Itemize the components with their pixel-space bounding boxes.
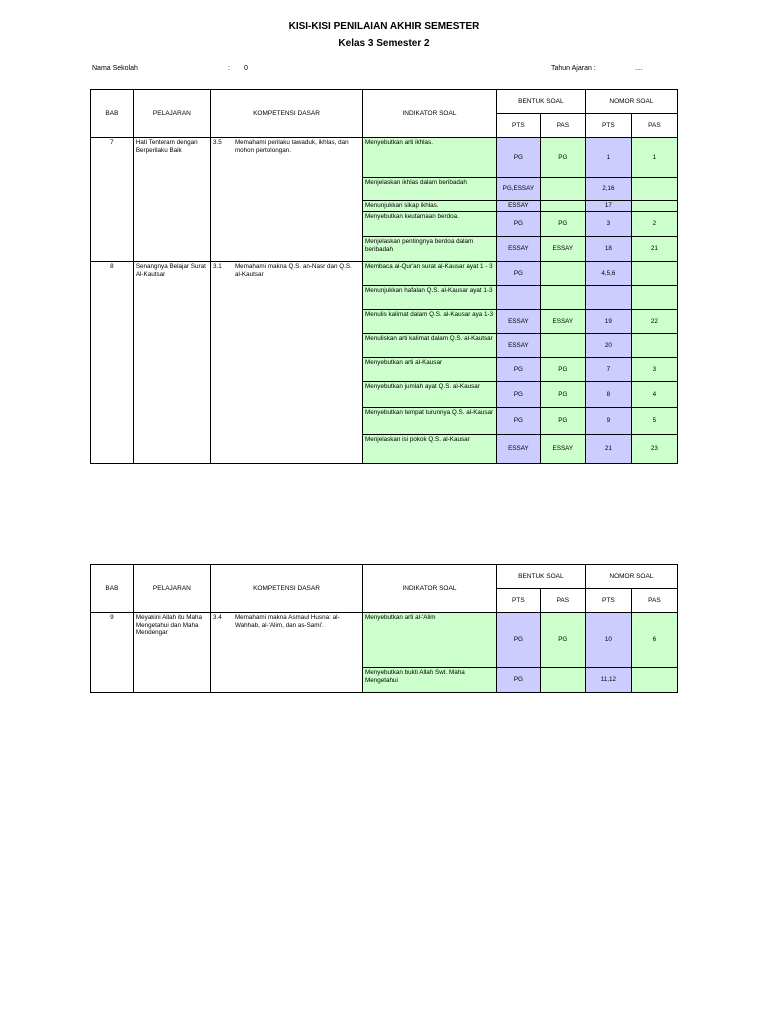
header-nomor-pts: PTS <box>585 114 631 138</box>
header-bentuk-pts: PTS <box>496 589 540 613</box>
bentuk-pas-cell: PG <box>540 138 585 178</box>
header-bentuk-soal: BENTUK SOAL <box>496 90 585 114</box>
nomor-pts-cell: 19 <box>585 310 631 334</box>
nomor-pas-cell: 4 <box>631 382 677 408</box>
header-bentuk-pas: PAS <box>540 589 585 613</box>
pelajaran-cell: Senangnya Belajar Surat Al-Kautsar <box>133 262 210 464</box>
bentuk-pas-cell: PG <box>540 358 585 382</box>
header-nomor-pas: PAS <box>631 589 677 613</box>
bentuk-pas-cell: PG <box>540 212 585 237</box>
bentuk-pts-cell: PG <box>496 212 540 237</box>
indikator-cell: Menyebutkan arti al-Kausar <box>363 358 497 382</box>
indikator-cell: Menjelaskan ikhlas dalam beribadah <box>363 178 497 201</box>
nomor-pas-cell: 5 <box>631 408 677 435</box>
pelajaran-cell: Hati Tenteram dengan Berperilaku Baik <box>133 138 210 262</box>
document-title: KISI-KISI PENILAIAN AKHIR SEMESTER <box>288 21 480 32</box>
bentuk-pas-cell: PG <box>540 408 585 435</box>
nomor-pts-cell: 20 <box>585 334 631 358</box>
bentuk-pts-cell: ESSAY <box>496 435 540 464</box>
nomor-pas-cell <box>631 668 677 693</box>
nomor-pas-cell <box>631 262 677 286</box>
nomor-pas-cell: 2 <box>631 212 677 237</box>
indikator-cell: Membaca al-Qur'an surat al-Kausar ayat 1 - 3 <box>363 262 497 286</box>
nomor-pts-cell: 1 <box>585 138 631 178</box>
bentuk-pas-cell: ESSAY <box>540 310 585 334</box>
nomor-pts-cell: 10 <box>585 613 631 668</box>
bentuk-pas-cell <box>540 286 585 310</box>
nomor-pas-cell: 6 <box>631 613 677 668</box>
nomor-pas-cell: 23 <box>631 435 677 464</box>
kd-number: 3.5 <box>210 138 232 262</box>
bentuk-pas-cell <box>540 668 585 693</box>
indikator-cell: Menunjukkan hafalan Q.S. al-Kausar ayat 1-3 <box>363 286 497 310</box>
bentuk-pts-cell: ESSAY <box>496 310 540 334</box>
nomor-pas-cell <box>631 334 677 358</box>
bentuk-pas-cell: ESSAY <box>540 237 585 262</box>
year-value: .... <box>635 65 643 72</box>
indikator-cell: Menjelaskan pentingnya berdoa dalam beribadah <box>363 237 497 262</box>
header-bab: BAB <box>91 565 134 613</box>
header-pelajaran: PELAJARAN <box>133 565 210 613</box>
bentuk-pts-cell <box>496 286 540 310</box>
nomor-pts-cell: 8 <box>585 382 631 408</box>
indikator-cell: Menunjukkan sikap ikhlas. <box>363 201 497 212</box>
year-label: Tahun Ajaran : <box>551 65 596 72</box>
nomor-pas-cell: 1 <box>631 138 677 178</box>
header-indikator-soal: INDIKATOR SOAL <box>363 565 497 613</box>
nomor-pts-cell: 2,16 <box>585 178 631 201</box>
header-nomor-pts: PTS <box>585 589 631 613</box>
kisi-kisi-table-1 <box>90 89 678 464</box>
bentuk-pts-cell: PG <box>496 613 540 668</box>
bentuk-pts-cell: ESSAY <box>496 237 540 262</box>
nomor-pas-cell: 22 <box>631 310 677 334</box>
kd-text: Memahami perilaku tawaduk, ikhlas, dan mohon pertolongan. <box>233 138 363 262</box>
pelajaran-cell: Meyakini Allah itu Maha Mengetahui dan Maha Mendengar <box>133 613 210 693</box>
header-bentuk-pas: PAS <box>540 114 585 138</box>
header-bentuk-soal: BENTUK SOAL <box>496 565 585 589</box>
bab-number: 8 <box>91 262 134 464</box>
bentuk-pts-cell: PG <box>496 408 540 435</box>
school-value: 0 <box>244 65 248 72</box>
header-bentuk-pts: PTS <box>496 114 540 138</box>
header-nomor-soal: NOMOR SOAL <box>585 565 677 589</box>
bentuk-pas-cell <box>540 201 585 212</box>
header-indikator-soal: INDIKATOR SOAL <box>363 90 497 138</box>
indikator-cell: Menyebutkan arti ikhlas. <box>363 138 497 178</box>
kd-text: Memahami makna Q.S. an-Nasr dan Q.S. al-Kautsar <box>233 262 363 464</box>
kd-number: 3.1 <box>210 262 232 464</box>
indikator-cell: Menyebutkan tempat turunnya Q.S. al-Kausar <box>363 408 497 435</box>
header-kompetensi-dasar: KOMPETENSI DASAR <box>210 90 362 138</box>
school-colon: : <box>228 65 230 72</box>
indikator-cell: Menuliskan arti kalimat dalam Q.S. al-Kautsar <box>363 334 497 358</box>
nomor-pts-cell: 17 <box>585 201 631 212</box>
bentuk-pts-cell: PG <box>496 382 540 408</box>
kd-number: 3.4 <box>210 613 232 693</box>
nomor-pas-cell <box>631 201 677 212</box>
indikator-cell: Menyebutkan arti al-'Alim <box>363 613 497 668</box>
bentuk-pts-cell: PG <box>496 358 540 382</box>
bentuk-pas-cell: ESSAY <box>540 435 585 464</box>
header-nomor-soal: NOMOR SOAL <box>585 90 677 114</box>
bentuk-pas-cell <box>540 178 585 201</box>
bab-number: 7 <box>91 138 134 262</box>
header-bab: BAB <box>91 90 134 138</box>
kd-text: Memahami makna Asmaul Husna: al-Wahhab, al-'Alim, dan as-Sami'. <box>233 613 363 693</box>
nomor-pts-cell: 18 <box>585 237 631 262</box>
nomor-pas-cell <box>631 178 677 201</box>
bentuk-pts-cell: PG <box>496 138 540 178</box>
indikator-cell: Menyebutkan jumlah ayat Q.S. al-Kausar <box>363 382 497 408</box>
bentuk-pts-cell: ESSAY <box>496 334 540 358</box>
bentuk-pas-cell: PG <box>540 382 585 408</box>
kisi-kisi-table-2 <box>90 564 678 693</box>
nomor-pts-cell: 3 <box>585 212 631 237</box>
bentuk-pas-cell <box>540 262 585 286</box>
bentuk-pts-cell: PG,ESSAY <box>496 178 540 201</box>
school-label: Nama Sekolah <box>92 65 138 72</box>
indikator-cell: Menyebutkan bukti Allah Swt. Maha Mengetahui <box>363 668 497 693</box>
nomor-pas-cell: 3 <box>631 358 677 382</box>
bentuk-pts-cell: PG <box>496 668 540 693</box>
nomor-pts-cell: 21 <box>585 435 631 464</box>
nomor-pts-cell: 11,12 <box>585 668 631 693</box>
bentuk-pts-cell: PG <box>496 262 540 286</box>
nomor-pas-cell <box>631 286 677 310</box>
bab-number: 9 <box>91 613 134 693</box>
nomor-pas-cell: 21 <box>631 237 677 262</box>
bentuk-pas-cell <box>540 334 585 358</box>
nomor-pts-cell: 4,5,6 <box>585 262 631 286</box>
nomor-pts-cell: 9 <box>585 408 631 435</box>
header-pelajaran: PELAJARAN <box>133 90 210 138</box>
indikator-cell: Menulis kalimat dalam Q.S. al-Kausar aya 1-3 <box>363 310 497 334</box>
header-nomor-pas: PAS <box>631 114 677 138</box>
indikator-cell: Menyebutkan keutamaan berdoa. <box>363 212 497 237</box>
bentuk-pts-cell: ESSAY <box>496 201 540 212</box>
header-kompetensi-dasar: KOMPETENSI DASAR <box>210 565 362 613</box>
nomor-pts-cell <box>585 286 631 310</box>
indikator-cell: Menjelaskan isi pokok Q.S. al-Kausar <box>363 435 497 464</box>
bentuk-pas-cell: PG <box>540 613 585 668</box>
nomor-pts-cell: 7 <box>585 358 631 382</box>
document-subtitle: Kelas 3 Semester 2 <box>338 38 430 49</box>
